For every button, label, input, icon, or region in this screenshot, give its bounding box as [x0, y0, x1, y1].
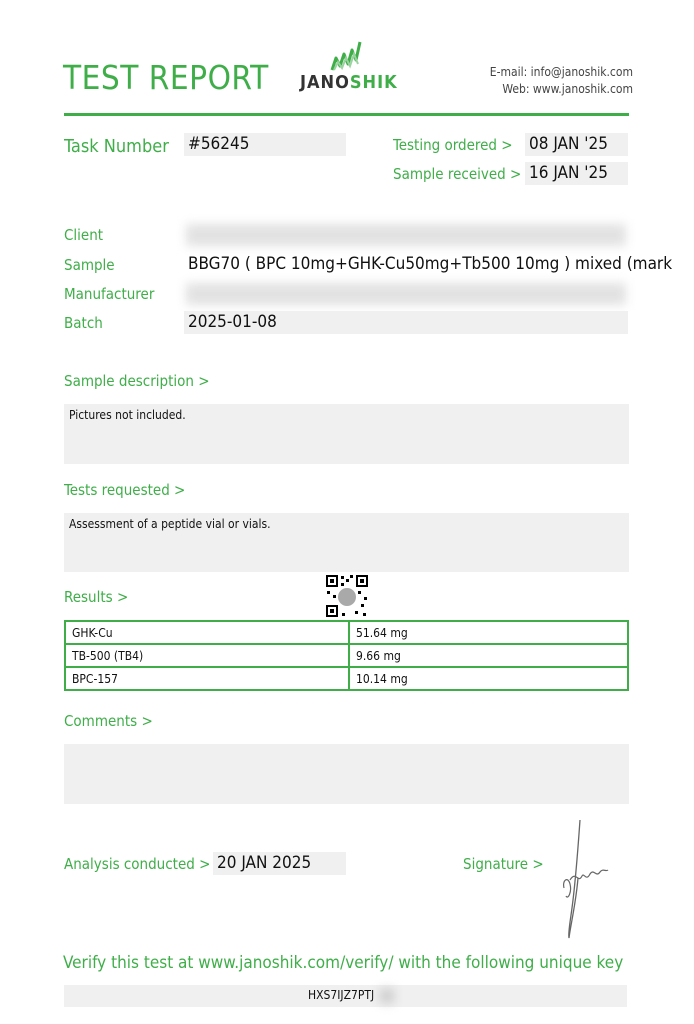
- contact-info: [490, 64, 633, 98]
- result-value: 9.66 mg: [349, 644, 628, 667]
- manufacturer-value-redacted: [186, 283, 626, 305]
- client-label: Client: [64, 226, 104, 244]
- page-title: TEST REPORT: [63, 58, 269, 97]
- table-row: [65, 644, 628, 667]
- sample-value: BBG70 ( BPC 10mg+GHK-Cu50mg+Tb500 10mg ) mixed (mark: [188, 254, 673, 274]
- brand-name: [300, 72, 398, 93]
- results-table: [64, 620, 629, 691]
- result-name: BPC-157: [65, 667, 349, 690]
- header-divider: [64, 113, 629, 116]
- batch-value: 2025-01-08: [184, 311, 628, 334]
- analysis-conducted-value: 20 JAN 2025: [213, 852, 346, 875]
- analysis-conducted-label: Analysis conducted >: [64, 855, 211, 873]
- comments-label: Comments >: [64, 712, 153, 730]
- comments-box: [64, 744, 629, 804]
- verify-key-field: [64, 985, 627, 1007]
- qr-code-icon: [325, 574, 369, 618]
- handwritten-signature: [556, 818, 616, 943]
- web-line: Web: www.janoshik.com: [502, 82, 633, 96]
- results-label: Results >: [64, 588, 129, 606]
- result-value: 51.64 mg: [349, 621, 628, 644]
- brand-prefix: JANO: [300, 72, 350, 93]
- signature-label: Signature >: [463, 855, 544, 873]
- verify-instructions: Verify this test at www.janoshik.com/verify/ with the following unique key: [63, 953, 624, 973]
- verify-key-redacted: [380, 989, 394, 1003]
- testing-ordered-value: 08 JAN '25: [525, 133, 628, 156]
- testing-ordered-label: Testing ordered >: [393, 136, 513, 154]
- task-number-value: #56245: [184, 133, 346, 156]
- batch-label: Batch: [64, 314, 103, 332]
- result-name: GHK-Cu: [65, 621, 349, 644]
- result-name: TB-500 (TB4): [65, 644, 349, 667]
- sample-received-label: Sample received >: [393, 165, 522, 183]
- sample-label: Sample: [64, 256, 115, 274]
- brand-suffix: SHIK: [349, 72, 398, 93]
- table-row: [65, 621, 628, 644]
- manufacturer-label: Manufacturer: [64, 285, 155, 303]
- table-row: [65, 667, 628, 690]
- task-number-label: Task Number: [64, 136, 169, 157]
- result-value: 10.14 mg: [349, 667, 628, 690]
- tests-requested-box: Assessment of a peptide vial or vials.: [64, 513, 629, 572]
- verify-key: HXS7IJZ7PTJ: [308, 988, 375, 1002]
- email-line: E-mail: info@janoshik.com: [489, 65, 633, 79]
- sample-description-label: Sample description >: [64, 372, 210, 390]
- sample-received-value: 16 JAN '25: [525, 162, 628, 185]
- sample-description-box: Pictures not included.: [64, 404, 629, 464]
- client-value-redacted: [186, 224, 626, 246]
- tests-requested-label: Tests requested >: [64, 481, 186, 499]
